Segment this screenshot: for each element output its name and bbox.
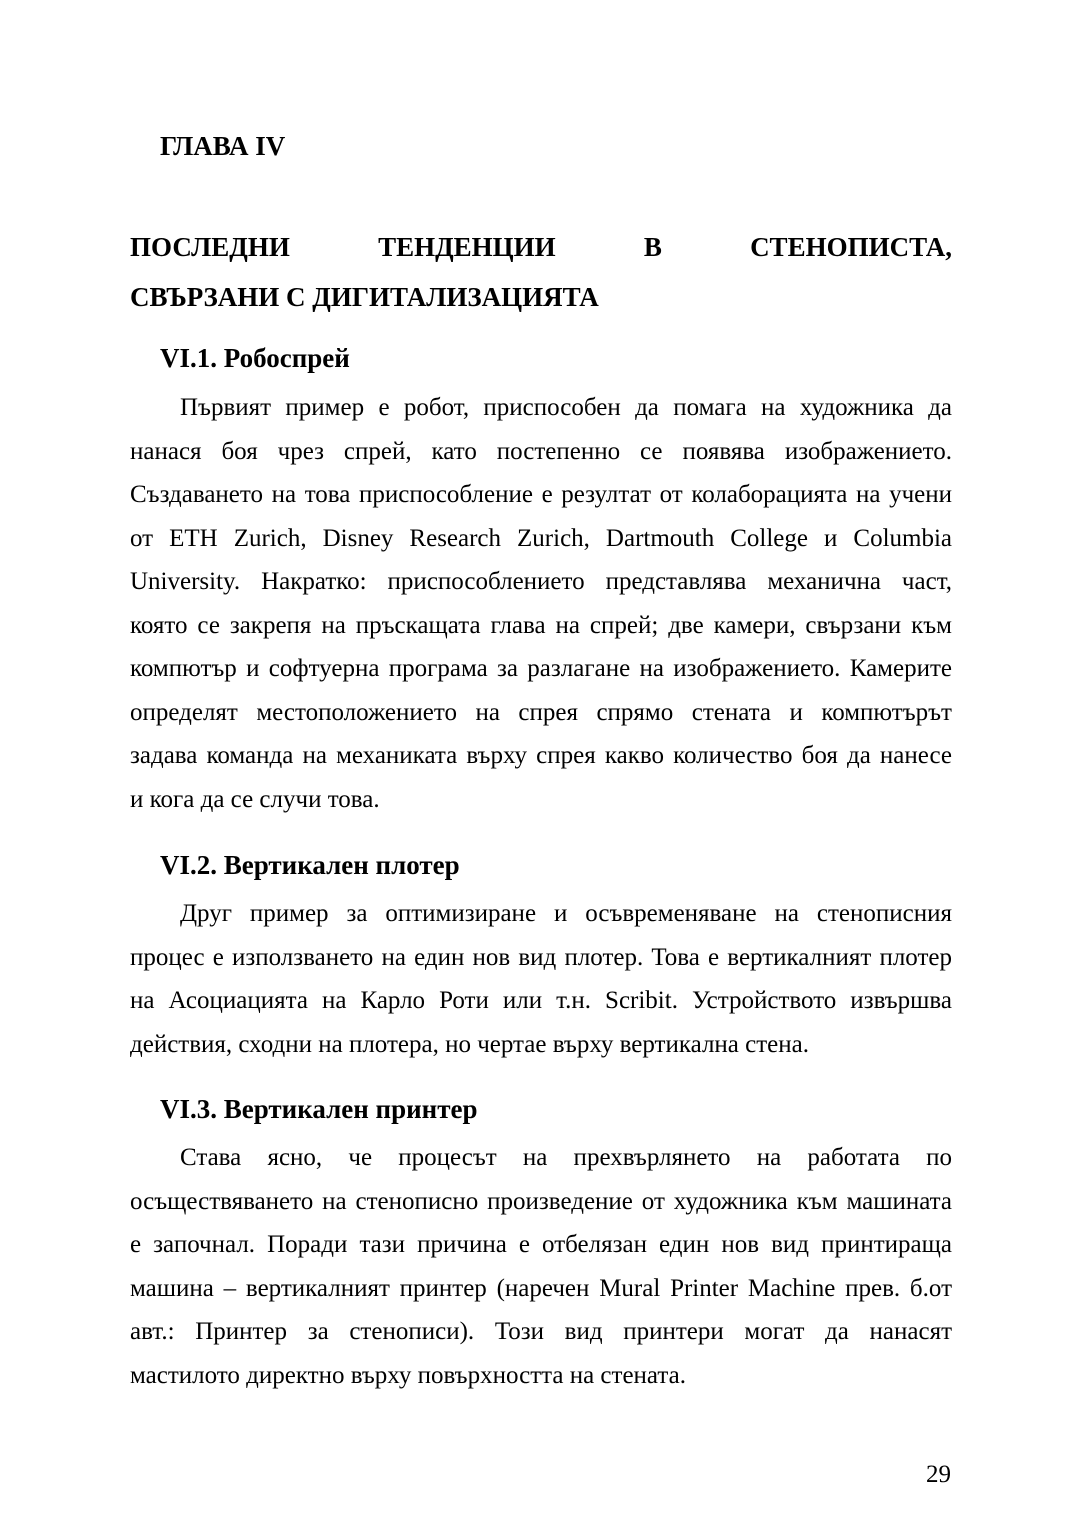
section-heading-robospray: VI.1. Робоспрей — [160, 343, 350, 373]
paragraph-line: която се закрепя на пръскащата глава на спрей; две камери, свързани към — [130, 611, 952, 639]
paragraph-line: University. Накратко: приспособлението представлява механична част, — [130, 568, 952, 595]
page-number: 29 — [926, 1461, 951, 1488]
paragraph-robospray — [130, 386, 952, 821]
paragraph-line: мастилото директно върху повърхността на стената. — [130, 1361, 686, 1389]
paragraph-line: Създаването на това приспособление е резултат от колаборацията на учени — [130, 481, 952, 508]
chapter-title-word: СТЕНОПИСТА, — [750, 232, 952, 262]
paragraph-line: от ETH Zurich, Disney Research Zurich, Dartmouth College и Columbia — [130, 524, 952, 552]
chapter-title-word: ТЕНДЕНЦИИ — [378, 232, 556, 262]
chapter-label: ГЛАВА IV — [160, 131, 286, 161]
section-heading-vertical-printer: VI.3. Вертикален принтер — [160, 1094, 478, 1124]
paragraph-line: Става ясно, че процесът на прехвърлянето на работата по — [180, 1144, 952, 1171]
paragraph-line: машина – вертикалният принтер (наречен Mural Printer Machine прев. б.от — [130, 1274, 952, 1302]
chapter-title-word: В — [643, 232, 662, 262]
paragraph-line: действия, сходни на плотера, но чертае върху вертикална стена. — [130, 1030, 809, 1058]
paragraph-line: е започнал. Поради тази причина е отбелязан един нов вид принтираща — [130, 1231, 952, 1258]
paragraph-line: на Асоциацията на Карло Роти или т.н. Scribit. Устройството извършва — [130, 987, 952, 1014]
paragraph-line: процес е използването на един нов вид плотер. Това е вертикалният плотер — [130, 943, 952, 971]
paragraph-line: Друг пример за оптимизиране и осъвременяване на стенописния — [180, 900, 952, 927]
chapter-title-line-1 — [130, 222, 952, 272]
paragraph-line: нанася боя чрез спрей, като постепенно се появява изображението. — [130, 437, 952, 465]
paragraph-line: осъществяването на стенописно произведение от художника към машината — [130, 1187, 952, 1215]
paragraph-vertical-plotter — [130, 892, 952, 1066]
chapter-title-word: ПОСЛЕДНИ — [130, 232, 290, 262]
chapter-title — [130, 222, 952, 322]
chapter-title-line-2: СВЪРЗАНИ С ДИГИТАЛИЗАЦИЯТА — [130, 282, 599, 312]
paragraph-line: определят местоположението на спрея спрямо стената и компютърът — [130, 698, 952, 726]
paragraph-line: компютър и софтуерна програма за разлагане на изображението. Камерите — [130, 655, 952, 682]
paragraph-line: авт.: Принтер за стенописи). Този вид принтери могат да нанасят — [130, 1318, 952, 1345]
paragraph-vertical-printer — [130, 1136, 952, 1397]
paragraph-line: задава команда на механиката върху спрея какво количество боя да нанесе — [130, 742, 952, 769]
paragraph-line: и кога да се случи това. — [130, 785, 380, 813]
paragraph-line: Първият пример е робот, приспособен да помага на художника да — [180, 394, 952, 421]
section-heading-vertical-plotter: VI.2. Вертикален плотер — [160, 850, 460, 880]
